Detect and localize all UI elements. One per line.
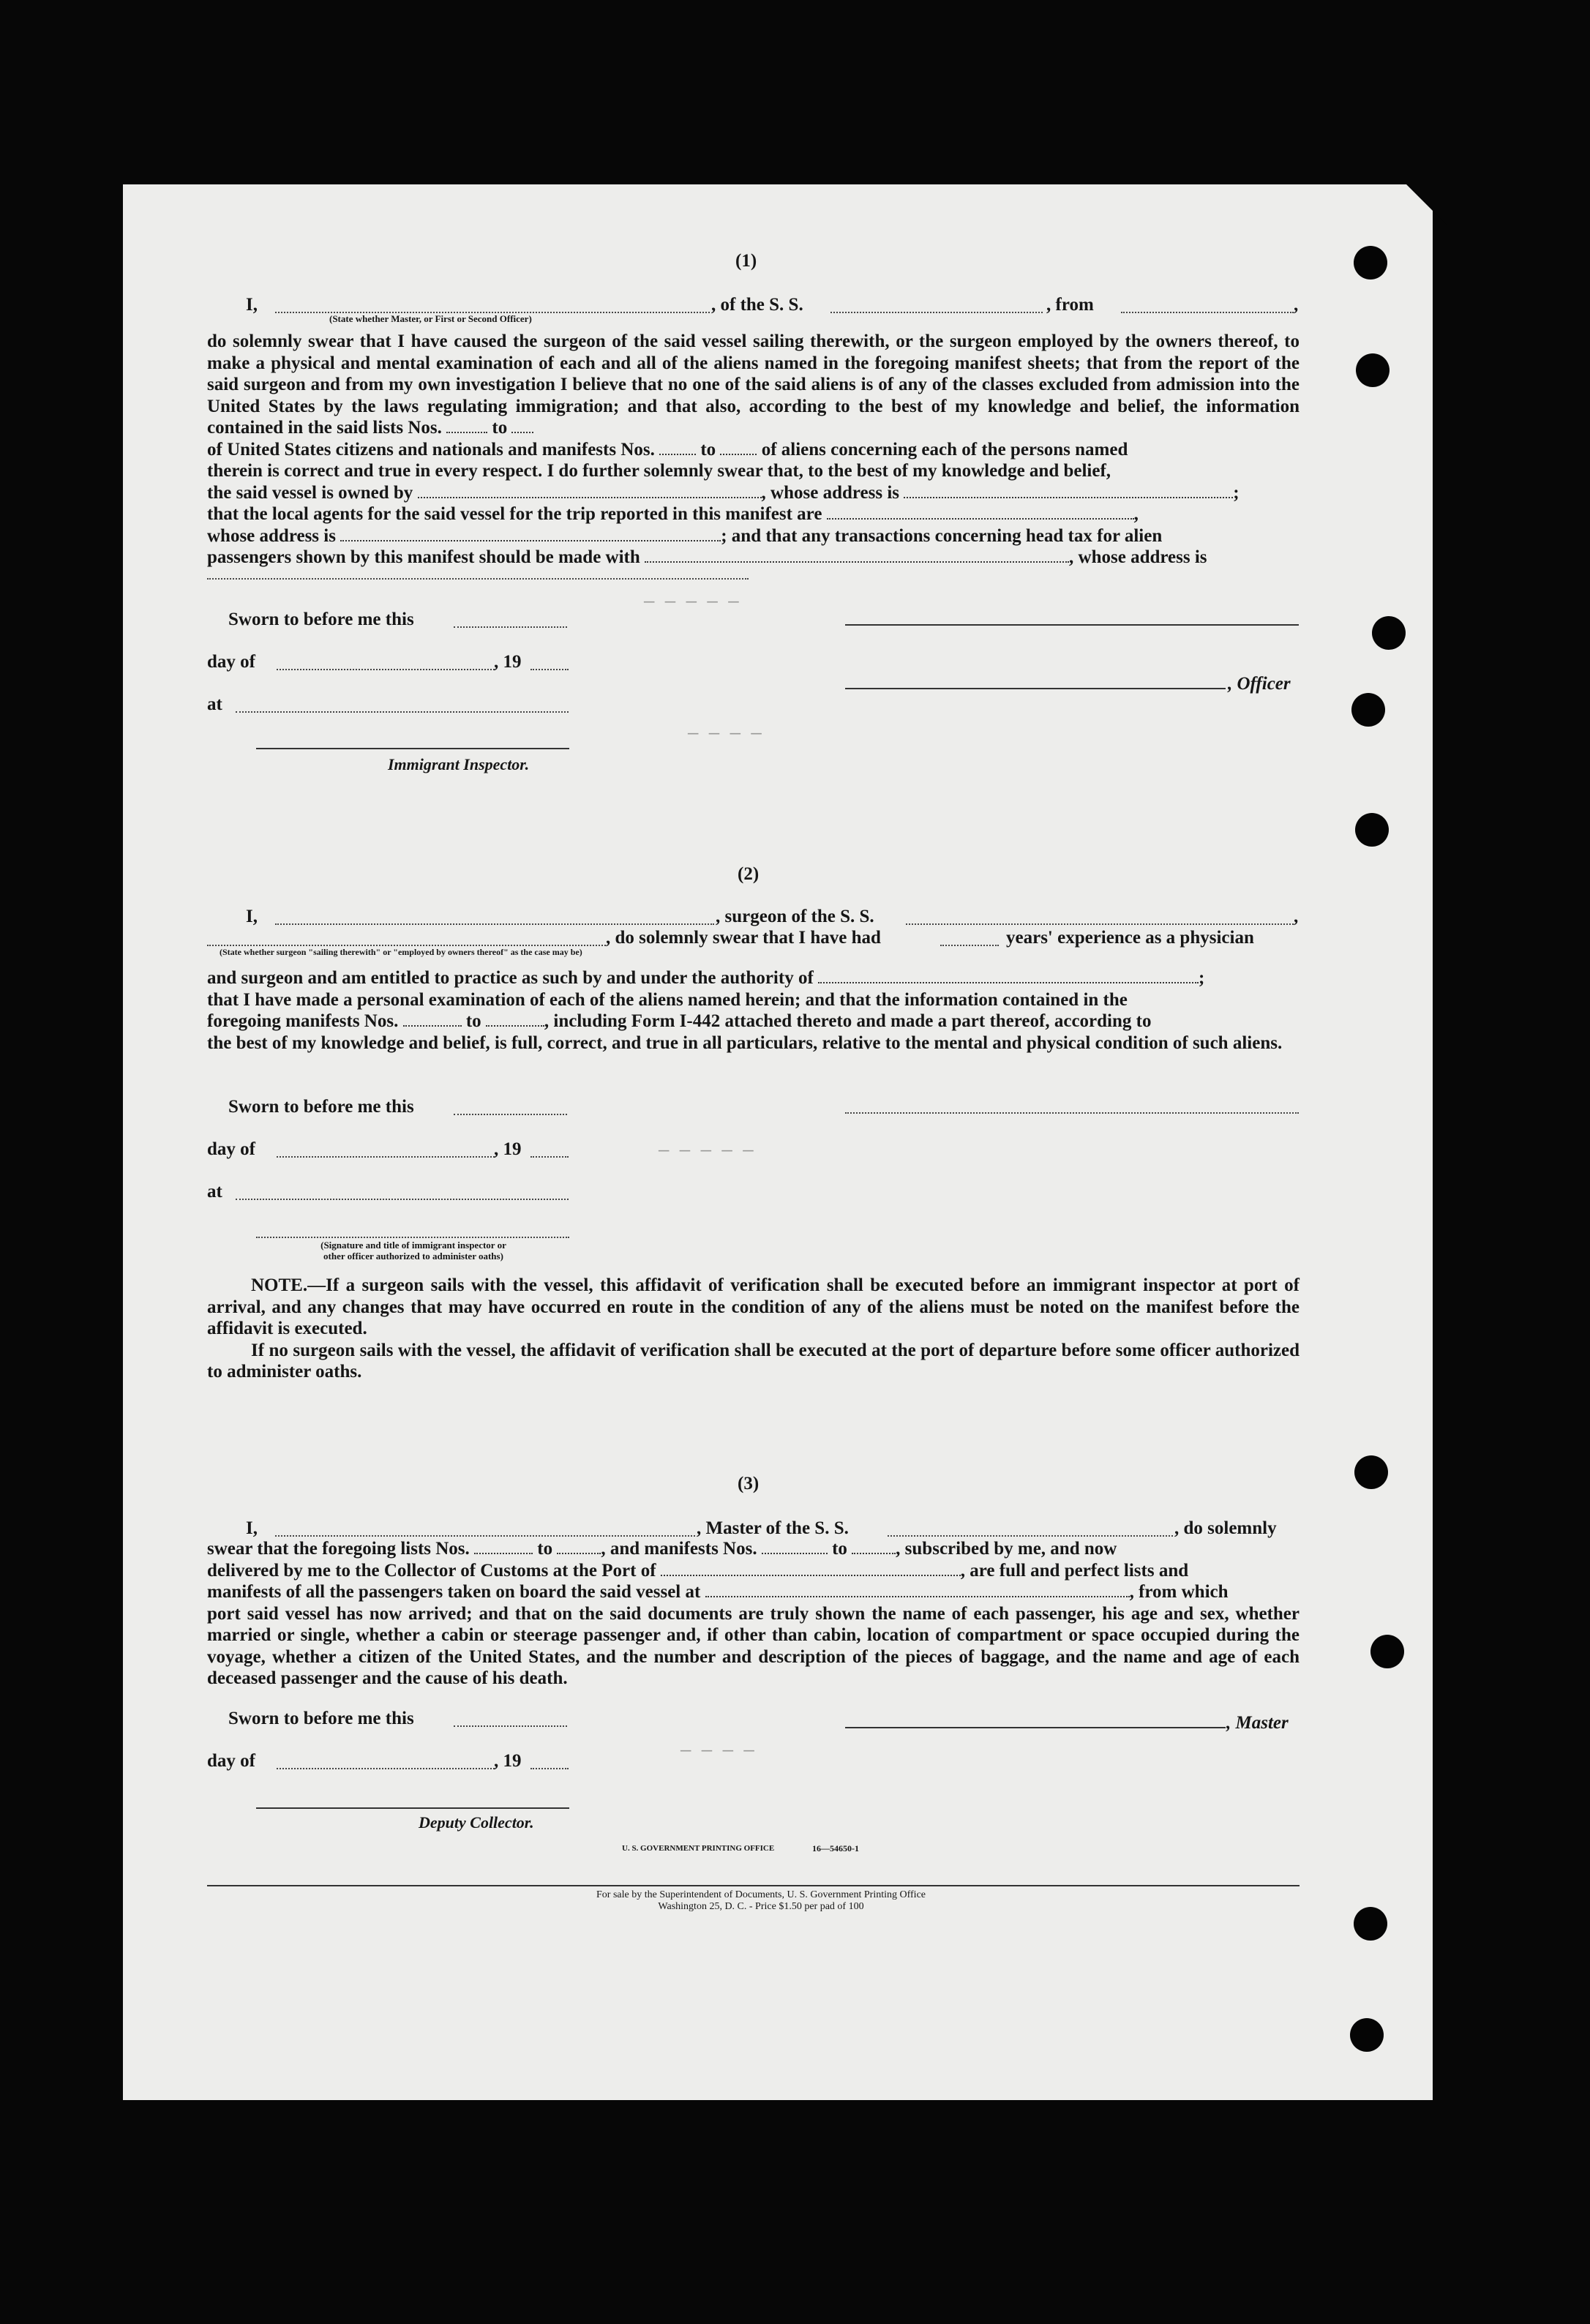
sec3-text-3a: delivered by me to the Collector of Customs at the Port of — [207, 1560, 656, 1581]
sec2-inspector-signature-line — [256, 1237, 569, 1238]
lists-to-line — [511, 431, 533, 433]
sec1-year-line — [530, 669, 569, 670]
punch-hole — [1354, 1907, 1387, 1941]
sec3-manifest-from-line — [762, 1552, 828, 1554]
sec2-text-4: that I have made a personal examination of each of the aliens named herein; and that the information contained in the — [207, 989, 1128, 1010]
sec1-from-label: , from — [1046, 295, 1094, 315]
gpo-number: 16—54650-1 — [812, 1843, 859, 1853]
sec3-text-4b: , from which — [1129, 1582, 1229, 1602]
sec2-status-line — [207, 945, 606, 946]
punch-hole — [1354, 1455, 1388, 1489]
sec3-text-2a: swear that the foregoing lists Nos. — [207, 1539, 470, 1559]
sec2-name-line — [275, 923, 714, 925]
sec1-text-7b: , whose address is — [1069, 547, 1207, 567]
sec1-day-line — [277, 669, 495, 670]
master-label: , Master — [1226, 1713, 1289, 1733]
sec2-text-5a: foregoing manifests Nos. — [207, 1011, 399, 1031]
agents-address-line — [340, 539, 721, 541]
sec2-years-line — [940, 945, 999, 946]
sec3-day-line — [277, 1768, 495, 1769]
sec1-text-5: that the local agents for the said vessel for the trip reported in this manifest are — [207, 504, 822, 524]
section-3-number: (3) — [738, 1474, 760, 1493]
sec2-oath-paragraph — [207, 967, 1300, 1054]
sec1-text-5-end: , — [1133, 504, 1139, 524]
sec2-day-of-label: day of — [207, 1139, 255, 1159]
sec1-text-7a: passengers shown by this manifest should be made with — [207, 547, 640, 567]
sec1-year-label: , 19 — [494, 652, 522, 672]
sec2-ship-line — [906, 923, 1294, 925]
sec3-collector-signature-line — [256, 1807, 569, 1809]
torn-corner — [1406, 184, 1447, 225]
footer-rule — [207, 1885, 1300, 1886]
punch-hole — [1350, 2018, 1384, 2052]
sec3-year-label: , 19 — [494, 1751, 522, 1771]
sec1-at-line — [236, 711, 569, 713]
sec3-lead-i: I, — [246, 1518, 258, 1538]
head-tax-address-line — [207, 578, 749, 580]
sec2-day-line — [277, 1156, 495, 1158]
punch-hole — [1370, 1635, 1404, 1668]
sec3-to-2: to — [832, 1539, 847, 1559]
sec1-from-line — [1121, 312, 1294, 313]
sec2-note — [207, 1275, 1300, 1383]
sec3-sworn-line — [454, 1725, 567, 1727]
sec3-year-line — [530, 1768, 569, 1769]
head-tax-line — [645, 561, 1069, 563]
sec3-text-4a: manifests of all the passengers taken on board the said vessel at — [207, 1582, 701, 1602]
sec3-master-signature-line — [845, 1727, 1226, 1728]
punch-hole — [1372, 616, 1406, 650]
sec1-sworn-line — [454, 626, 567, 628]
sec3-lists-from-line — [474, 1552, 533, 1554]
sec3-solemnly-label: , do solemnly — [1174, 1518, 1277, 1538]
sec2-signature-caption-2: other officer authorized to administer oaths) — [323, 1251, 503, 1262]
sec2-text-6: the best of my knowledge and belief, is full, correct, and true in all particulars, relative to the mental and physical condition of such aliens. — [207, 1032, 1283, 1053]
sec2-experience-a: , do solemnly swear that I have had — [606, 928, 881, 948]
sec3-text-3b: , are full and perfect lists and — [960, 1560, 1189, 1581]
sec3-name-line — [275, 1535, 695, 1537]
sec3-to: to — [537, 1539, 553, 1559]
sec2-manifest-to-line — [486, 1024, 544, 1027]
officer-label: , Officer — [1228, 674, 1291, 694]
sec2-year-label: , 19 — [494, 1139, 522, 1159]
punch-hole — [1355, 813, 1389, 847]
punch-hole — [1354, 246, 1387, 280]
show-through-marks: — — — — — — [659, 1142, 754, 1161]
sec2-experience-b: years' experience as a physician — [1006, 928, 1254, 948]
sec3-lists-to-line — [557, 1552, 601, 1554]
sec1-text-4b: , whose address is — [761, 482, 900, 503]
sec2-surgeon-label: , surgeon of the S. S. — [716, 907, 874, 926]
sec1-day-of-label: day of — [207, 652, 255, 672]
manifests-to-line — [720, 453, 757, 455]
note-label: NOTE. — [251, 1275, 308, 1295]
sec2-text-3a: and surgeon and am entitled to practice as such by and under the authority of — [207, 968, 814, 988]
departure-line — [705, 1595, 1130, 1597]
lists-from-line — [446, 431, 487, 433]
agents-line — [827, 517, 1134, 520]
sec3-sworn-label: Sworn to before me this — [228, 1709, 414, 1728]
sec3-text-2b: , and manifests Nos. — [601, 1539, 757, 1559]
sec1-officer-signature-line — [845, 624, 1299, 626]
sec2-sworn-label: Sworn to before me this — [228, 1097, 414, 1117]
sec1-lead-i: I, — [246, 295, 258, 315]
sale-notice-2: Washington 25, D. C. - Price $1.50 per pad of 100 — [658, 1901, 864, 1912]
deputy-collector-label: Deputy Collector. — [419, 1813, 534, 1832]
sec1-text-1: do solemnly swear that I have caused the surgeon of the said vessel sailing therewith, or the surgeon employed by the owners thereof, to make a physical and mental examination of each and all of the aliens named in the foregoing manifest sheets; that from the report of the said surgeon and from my own investigation I believe that no one of the said aliens is of any of the classes excluded from admission into the United States by the laws regulating immigration; and that also, according to the best of my knowledge and belief, the information contained in the said lists Nos. — [207, 331, 1300, 438]
sec3-master-label: , Master of the S. S. — [697, 1518, 849, 1538]
show-through-marks: — — — — — [680, 1742, 754, 1761]
owner-line — [418, 496, 762, 498]
sec1-to: to — [492, 418, 508, 438]
sec2-signature-line — [845, 1112, 1299, 1114]
sec3-oath-paragraph — [207, 1538, 1300, 1690]
sec1-officer-line — [845, 688, 1226, 689]
punch-hole — [1351, 693, 1385, 727]
port-line — [661, 1574, 961, 1576]
sec2-comma: , — [1294, 907, 1299, 926]
sec2-text-3b: ; — [1199, 968, 1205, 988]
authority-line — [818, 981, 1199, 983]
owner-address-line — [904, 496, 1233, 498]
sec2-at-label: at — [207, 1182, 222, 1202]
sec1-text-2a: of United States citizens and nationals and manifests Nos. — [207, 439, 655, 460]
sec1-to-2: to — [700, 439, 716, 460]
sec1-sworn-label: Sworn to before me this — [228, 610, 414, 629]
sec1-oath-paragraph — [207, 331, 1300, 569]
sec3-text-5: port said vessel has now arrived; and that on the said documents are truly shown the name of each passenger, his age and sex, whether married or single, whether a cabin or steerage passenger and, if other than cabin, location of compartment or space occupied during the voyage, whether a citizen of the United States, and the number and description of the pieces of baggage, and the name and age of each deceased passenger and the cause of his death. — [207, 1603, 1300, 1688]
note-text-2: If no surgeon sails with the vessel, the affidavit of verification shall be executed at the port of departure before some officer authorized to administer oaths. — [207, 1340, 1300, 1382]
sec3-ship-line — [888, 1535, 1173, 1537]
punch-hole — [1356, 353, 1390, 387]
sec1-text-4c: ; — [1233, 482, 1240, 503]
sec2-signature-caption-1: (Signature and title of immigrant inspector or — [320, 1240, 506, 1251]
sec1-text-6b: ; and that any transactions concerning head tax for alien — [721, 525, 1163, 546]
sec3-day-of-label: day of — [207, 1751, 255, 1771]
sec1-at-label: at — [207, 694, 222, 714]
gpo-imprint: U. S. GOVERNMENT PRINTING OFFICE — [622, 1844, 775, 1853]
manifests-from-line — [659, 453, 696, 455]
show-through-marks: — — — — — [688, 724, 762, 744]
sec2-status-caption: (State whether surgeon "sailing therewith" or "employed by owners thereof" as the case may be) — [220, 947, 582, 957]
sec2-lead-i: I, — [246, 907, 258, 926]
sec2-year-line — [530, 1156, 569, 1158]
sale-notice-1: For sale by the Superintendent of Documents, U. S. Government Printing Office — [596, 1889, 926, 1900]
section-1-number: (1) — [735, 251, 757, 271]
sec2-at-line — [236, 1199, 569, 1200]
note-text-1: —If a surgeon sails with the vessel, this affidavit of verification shall be executed before an immigrant inspector at port of arrival, and any changes that may have occurred en route in the condition of any of the aliens must be noted on the manifest before the affidavit is executed. — [207, 1275, 1300, 1338]
immigrant-inspector-label: Immigrant Inspector. — [388, 755, 530, 773]
sec2-text-5b: , including Form I-442 attached thereto and made a part thereof, according to — [544, 1011, 1152, 1031]
sec1-text-4a: the said vessel is owned by — [207, 482, 413, 503]
sec3-manifest-to-line — [852, 1552, 896, 1554]
sec1-text-6a: whose address is — [207, 525, 336, 546]
show-through-marks: — — — — — — [644, 593, 739, 612]
sec1-comma: , — [1294, 295, 1299, 315]
sec1-text-3: therein is correct and true in every respect. I do further solemnly swear that, to the best of my knowledge and belief, — [207, 461, 1111, 481]
sec1-ship-line — [830, 312, 1043, 313]
sec1-officer-caption: (State whether Master, or First or Second Officer) — [329, 313, 532, 324]
sec2-sworn-line — [454, 1114, 567, 1115]
sec3-text-2c: , subscribed by me, and now — [896, 1539, 1117, 1559]
sec1-ss-label: , of the S. S. — [711, 295, 803, 315]
sec1-inspector-signature-line — [256, 748, 569, 749]
sec2-to: to — [465, 1011, 481, 1031]
sec2-manifest-from-line — [403, 1024, 462, 1027]
section-2-number: (2) — [738, 864, 760, 884]
sec1-text-2b: of aliens concerning each of the persons named — [761, 439, 1128, 460]
